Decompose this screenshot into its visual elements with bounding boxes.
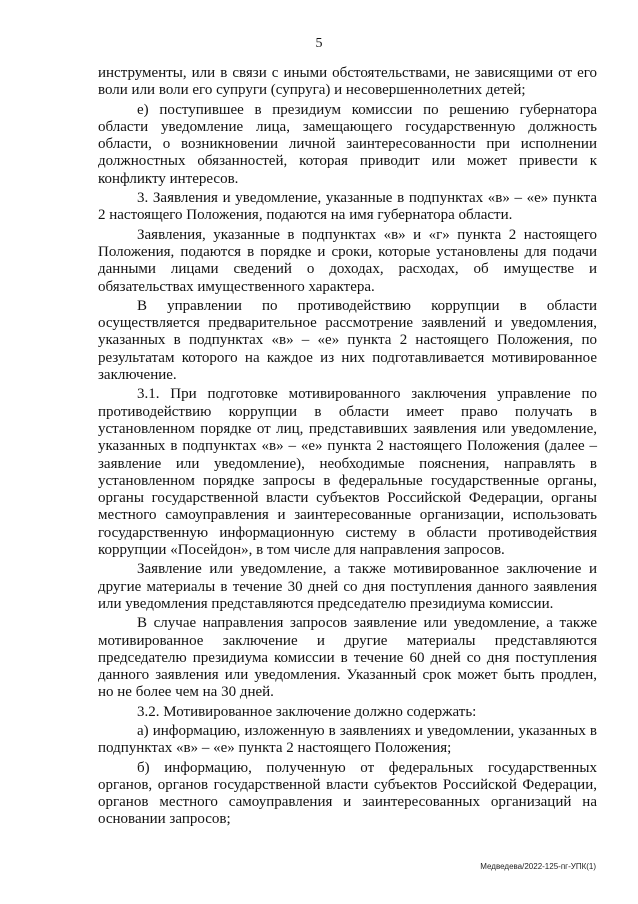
- paragraph-item-e: е) поступившее в президиум комиссии по решению губернатора области уведомление лица, замещающего государственную должность области, о возникновении личной заинтересованности при исполнении должностных обязанностей, которая приводит или может привести к конфликту интересов.: [98, 101, 597, 187]
- paragraph-30-days: Заявление или уведомление, а также мотивированное заключение и другие материалы в течение 30 дней со дня поступления данного заявления или уведомления представляются председателю президиума комиссии.: [98, 561, 597, 612]
- paragraph-continuation: инструменты, или в связи с иными обстоятельствами, не зависящими от его воли или воли его супруги (супруга) и несовершеннолетних детей;: [98, 65, 597, 99]
- paragraph-item-a: а) информацию, изложенную в заявлениях и уведомлении, указанных в подпунктах «в» – «е» пункта 2 настоящего Положения;: [98, 722, 597, 757]
- paragraph-clause-3-2: 3.2. Мотивированное заключение должно содержать:: [137, 703, 477, 720]
- document-footer-code: Медведева/2022-125-пг-УПК(1): [480, 862, 596, 871]
- paragraph-preliminary-review: В управлении по противодействию коррупции в области осуществляется предварительное рассмотрение заявлений и уведомления, указанных в подпунктах «в» – «е» пункта 2 настоящего Положения, по результатам которого на каждое из них подготавливается мотивированное заключение.: [98, 297, 597, 384]
- document-body: [98, 65, 597, 829]
- paragraph-clause-3-1: 3.1. При подготовке мотивированного заключения управление по противодействию коррупции в области имеет право получать в установленном порядке от лиц, представивших заявления или уведомление, указанных в подпунктах «в» – «е» пункта 2 настоящего Положения (далее – заявление или уведомление), необходимые пояснения, направлять в установленном порядке запросы в федеральные государственные органы, органы государственной власти субъектов Российской Федерации, органы местного самоуправления и заинтересованные организации, использовать государственную информационную систему в области противодействия коррупции «Посейдон», в том числе для направления запросов.: [98, 386, 597, 559]
- paragraph-applications-deadline: Заявления, указанные в подпунктах «в» и «г» пункта 2 настоящего Положения, подаются в порядке и сроки, которые установлены для подачи данными лицами сведений о доходах, расходах, об имуществе и обязательствах имущественного характера.: [98, 226, 597, 295]
- page-number: 5: [315, 36, 323, 51]
- paragraph-item-b: б) информацию, полученную от федеральных государственных органов, органов государственной власти субъектов Российской Федерации, органов местного самоуправления и заинтересованных организаций на основании запросов;: [98, 759, 597, 828]
- paragraph-clause-3: 3. Заявления и уведомление, указанные в подпунктах «в» – «е» пункта 2 настоящего Положения, подаются на имя губернатора области.: [98, 190, 597, 224]
- paragraph-60-days: В случае направления запросов заявление или уведомление, а также мотивированное заключение и другие материалы представляются председателю президиума комиссии в течение 60 дней со дня поступления данного заявления или уведомления. Указанный срок может быть продлен, но не более чем на 30 дней.: [98, 615, 597, 701]
